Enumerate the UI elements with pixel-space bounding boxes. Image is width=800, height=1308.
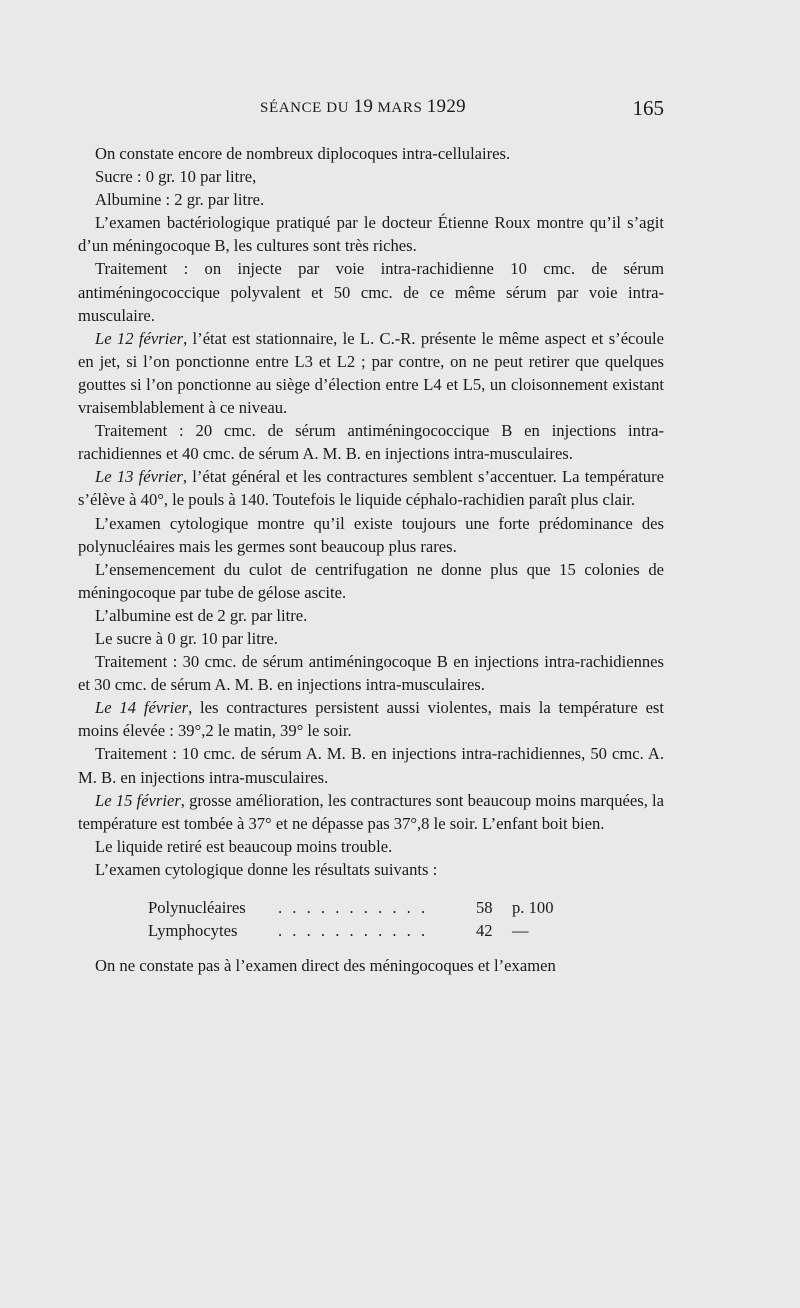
paragraph: L’examen cytologique montre qu’il existe toujours une forte prédominance des polynucléaires mais les germes sont beaucoup plus rares. [78, 513, 664, 556]
title-prefix: SÉANCE DU [260, 100, 354, 116]
result-unit: p. 100 [512, 898, 554, 917]
result-unit: — [512, 921, 529, 940]
result-value: 42 [476, 921, 493, 940]
title-year: 1929 [426, 96, 466, 117]
paragraph [78, 465, 664, 511]
entry-date: Le 12 février [95, 328, 184, 348]
paragraph: Traitement : 30 cmc. de sérum antiméningocoque B en injections intra-rachidiennes et 30 cmc. de sérum A. M. B. en injections intra-musculaires. [78, 652, 664, 695]
entry-date: Le 13 février [95, 467, 183, 487]
result-row [148, 896, 594, 919]
result-label: Polynucléaires [148, 898, 246, 917]
result-value: 58 [476, 898, 493, 917]
paragraph: L’examen bactériologique pratiqué par le docteur Étienne Roux montre qu’il s’agit d’un méningocoque B, les cultures sont très riches. [78, 213, 664, 256]
title-month: MARS [373, 100, 427, 116]
paragraph: Albumine : 2 gr. par litre. [95, 190, 265, 210]
running-title [260, 96, 466, 118]
running-header [78, 96, 664, 126]
paragraph: On ne constate pas à l’examen direct des méningocoques et l’examen [95, 956, 556, 975]
entry-date: Le 15 février [95, 790, 181, 810]
title-day: 19 [353, 96, 374, 117]
paragraph: L’albumine est de 2 gr. par litre. [95, 605, 308, 625]
paragraph: Traitement : 20 cmc. de sérum antiméningococcique B en injections intra-rachidiennes et 40 cmc. de sérum A. M. B. en injections intra-musculaires. [78, 421, 664, 464]
paragraph: Sucre : 0 gr. 10 par litre, [95, 167, 257, 187]
cytology-results [148, 896, 594, 942]
result-row [148, 919, 594, 942]
page-number: 165 [632, 96, 664, 120]
leader-dots: . . . . . . . . . . . [278, 898, 429, 917]
paragraph [78, 696, 664, 742]
paragraph: L’ensemencement du culot de centrifugation ne donne plus que 15 colonies de méningocoque par tube de gélose ascite. [78, 559, 664, 602]
entry-text: , les contractures persistent aussi violentes, mais la température est moins élevée : 39°,2 le matin, 39° le soir. [78, 698, 664, 741]
body-text [78, 142, 664, 977]
paragraph: L’examen cytologique donne les résultats suivants : [95, 859, 438, 879]
paragraph: On constate encore de nombreux diplocoques intra-cellulaires. [95, 144, 511, 163]
paragraph: Le liquide retiré est beaucoup moins trouble. [95, 836, 393, 856]
paragraph: Le sucre à 0 gr. 10 par litre. [95, 628, 278, 648]
entry-text: , grosse amélioration, les contractures sont beaucoup moins marquées, la température est tombée à 37° et ne dépasse pas 37°,8 le soir. L’enfant boit bien. [78, 790, 664, 833]
entry-text: , l’état général et les contractures semblent s’accentuer. La température s’élève à 40°, le pouls à 140. Toutefois le liquide céphalo-rachidien paraît plus clair. [78, 467, 664, 510]
paragraph [78, 327, 664, 419]
leader-dots: . . . . . . . . . . . [278, 921, 429, 940]
paragraph: Traitement : on injecte par voie intra-rachidienne 10 cmc. de sérum antiméningococcique polyvalent et 50 cmc. de ce même sérum par voie intra-musculaire. [78, 259, 664, 325]
result-label: Lymphocytes [148, 921, 238, 940]
entry-text: , l’état est stationnaire, le L. C.-R. présente le même aspect et s’écoule en jet, si l’on ponctionne entre L3 et L2 ; par contre, on ne peut retirer que quelques gouttes si l’on ponctionne au siège d’élection entre L4 et L5, un cloisonnement existant vraisemblablement à ce niveau. [78, 328, 664, 418]
paragraph [78, 789, 664, 835]
paragraph: Traitement : 10 cmc. de sérum A. M. B. en injections intra-rachidiennes, 50 cmc. A. M. B. en injections intra-musculaires. [78, 744, 664, 787]
entry-date: Le 14 février [95, 698, 189, 718]
